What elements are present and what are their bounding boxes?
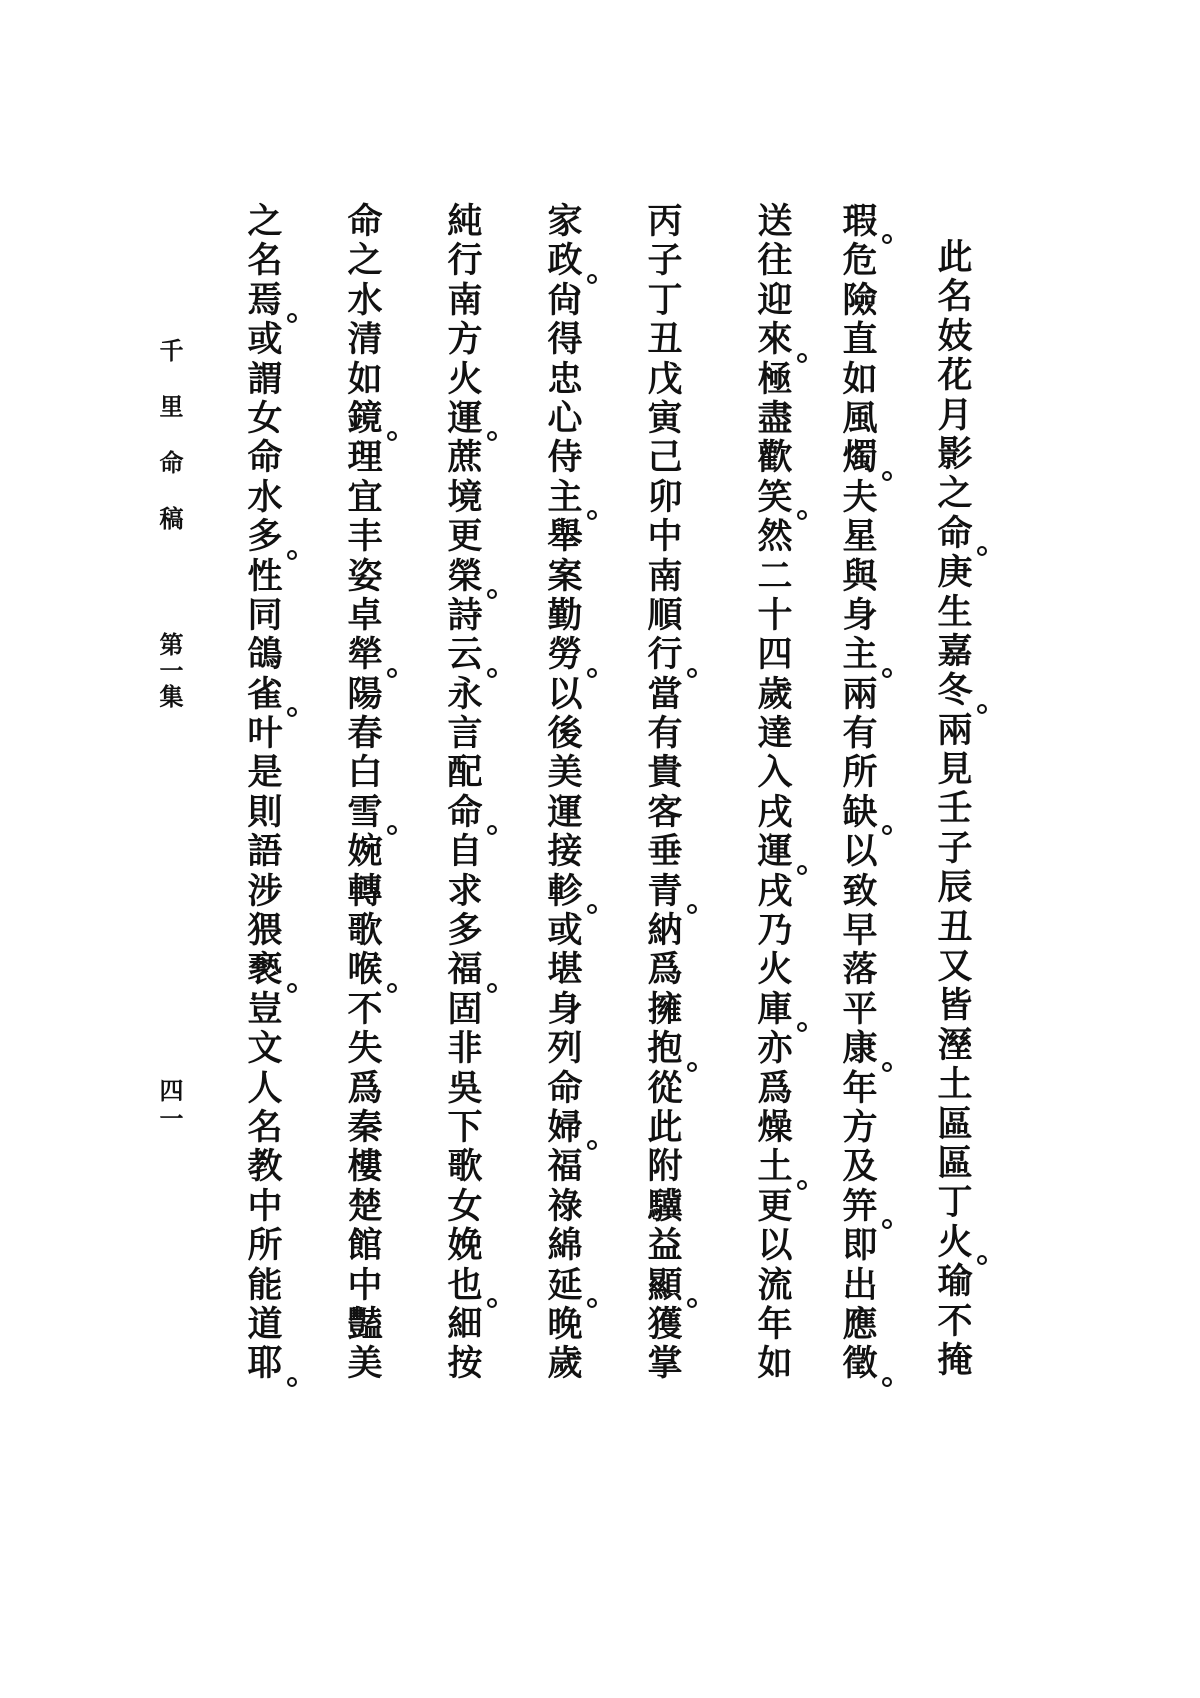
character: 十 — [757, 594, 793, 636]
character: 笄 — [840, 1187, 880, 1226]
character: 叶 — [247, 713, 283, 755]
character: 歲 — [757, 673, 793, 715]
character: 婦 — [545, 1108, 585, 1147]
character: 此 — [647, 1106, 683, 1148]
character: 娩 — [447, 1225, 483, 1267]
character: 綿 — [547, 1225, 583, 1267]
character: 歡 — [757, 437, 793, 479]
character: 教 — [247, 1146, 283, 1188]
character: 多 — [245, 517, 285, 556]
character: 轉 — [347, 870, 383, 912]
character: 永 — [447, 673, 483, 715]
text-column-6 — [443, 202, 487, 1384]
character: 配 — [447, 752, 483, 794]
text-column-3 — [753, 202, 797, 1384]
character: 運 — [755, 832, 795, 871]
character: 行 — [447, 240, 483, 282]
character: 土 — [937, 1064, 973, 1106]
character: 落 — [842, 949, 878, 991]
character: 方 — [447, 319, 483, 361]
character: 區 — [937, 1103, 973, 1145]
character: 福 — [445, 950, 485, 989]
character: 流 — [757, 1264, 793, 1306]
character: 此 — [937, 237, 973, 278]
character: 得 — [547, 319, 583, 361]
character: 爲 — [347, 1067, 383, 1109]
character: 之 — [347, 240, 383, 282]
character: 家 — [547, 201, 583, 242]
character: 勞 — [545, 635, 585, 674]
character: 下 — [447, 1106, 483, 1148]
character: 同 — [247, 594, 283, 636]
character: 主 — [840, 635, 880, 674]
character: 雀 — [245, 675, 285, 714]
character: 文 — [247, 1028, 283, 1070]
character: 亦 — [757, 1028, 793, 1070]
character: 名 — [937, 276, 973, 318]
character: 所 — [247, 1225, 283, 1267]
character: 兩 — [842, 673, 878, 715]
character: 南 — [647, 555, 683, 597]
character: 求 — [447, 870, 483, 912]
character: 褻 — [245, 950, 285, 989]
running-title: 千里命稿 — [155, 338, 184, 562]
character: 案 — [547, 555, 583, 597]
character: 火 — [935, 1223, 975, 1262]
character: 辰 — [937, 867, 973, 909]
character: 涉 — [247, 870, 283, 912]
character: 區 — [937, 1142, 973, 1184]
character: 姿 — [347, 555, 383, 597]
character: 命 — [935, 514, 975, 553]
character: 則 — [247, 791, 283, 833]
character: 之 — [937, 473, 973, 515]
character: 生 — [937, 591, 973, 633]
character: 然 — [757, 516, 793, 558]
character: 附 — [647, 1146, 683, 1188]
character: 徵 — [840, 1344, 880, 1383]
character: 致 — [842, 870, 878, 912]
character: 政 — [545, 241, 585, 280]
character: 命 — [347, 201, 383, 242]
character: 燥 — [757, 1106, 793, 1148]
character: 喉 — [345, 950, 385, 989]
character: 按 — [447, 1343, 483, 1385]
character: 二 — [757, 555, 793, 597]
character: 性 — [247, 555, 283, 597]
text-column-2 — [838, 202, 882, 1384]
character: 又 — [937, 946, 973, 988]
character: 主 — [545, 478, 585, 517]
character: 缺 — [840, 793, 880, 832]
character: 皆 — [937, 985, 973, 1027]
character: 戊 — [647, 358, 683, 400]
character: 美 — [347, 1343, 383, 1385]
character: 陽 — [347, 673, 383, 715]
character: 極 — [757, 358, 793, 400]
text-column-7 — [343, 202, 387, 1384]
character: 順 — [647, 594, 683, 636]
character: 所 — [842, 752, 878, 794]
character: 及 — [842, 1146, 878, 1188]
character: 以 — [842, 831, 878, 873]
character: 楚 — [347, 1185, 383, 1227]
character: 丙 — [647, 201, 683, 242]
character: 之 — [247, 201, 283, 242]
character: 即 — [842, 1225, 878, 1267]
character: 歲 — [547, 1343, 583, 1385]
character: 有 — [842, 713, 878, 755]
character: 火 — [447, 358, 483, 400]
character: 運 — [445, 399, 485, 438]
character: 出 — [842, 1264, 878, 1306]
text-column-8 — [243, 202, 287, 1384]
character: 年 — [757, 1303, 793, 1345]
character: 入 — [757, 752, 793, 794]
character: 危 — [842, 240, 878, 282]
character: 納 — [647, 910, 683, 952]
character: 更 — [447, 516, 483, 558]
page-number: 四一 — [155, 1078, 184, 1134]
character: 身 — [547, 988, 583, 1030]
character: 接 — [547, 831, 583, 873]
character: 豈 — [247, 988, 283, 1030]
character: 子 — [647, 240, 683, 282]
character: 顯 — [645, 1266, 685, 1305]
character: 侍 — [547, 437, 583, 479]
character: 語 — [247, 831, 283, 873]
character: 如 — [842, 358, 878, 400]
character: 年 — [842, 1067, 878, 1109]
character: 軫 — [545, 872, 585, 911]
character: 掌 — [647, 1343, 683, 1385]
character: 宜 — [347, 476, 383, 518]
character: 益 — [647, 1225, 683, 1267]
character: 不 — [937, 1300, 973, 1342]
character: 冬 — [935, 671, 975, 710]
character: 列 — [547, 1028, 583, 1070]
character: 堪 — [547, 949, 583, 991]
character: 送 — [757, 201, 793, 242]
character: 雪 — [345, 793, 385, 832]
character: 有 — [647, 713, 683, 755]
character: 丰 — [347, 516, 383, 558]
character: 鴿 — [247, 634, 283, 676]
character: 擁 — [647, 988, 683, 1030]
character: 早 — [842, 910, 878, 952]
character: 抱 — [645, 1029, 685, 1068]
character: 燭 — [840, 438, 880, 477]
character: 驥 — [647, 1185, 683, 1227]
character: 花 — [937, 355, 973, 397]
character: 丁 — [647, 279, 683, 321]
character: 館 — [347, 1225, 383, 1267]
character: 福 — [547, 1146, 583, 1188]
character: 瑕 — [840, 202, 880, 241]
character: 當 — [647, 673, 683, 715]
character: 也 — [445, 1266, 485, 1305]
character: 多 — [447, 910, 483, 952]
character: 詩 — [447, 594, 483, 636]
text-column-5 — [543, 202, 587, 1384]
character: 戌 — [757, 791, 793, 833]
character: 康 — [840, 1029, 880, 1068]
character: 以 — [547, 673, 583, 715]
character: 豔 — [347, 1303, 383, 1345]
character: 自 — [447, 831, 483, 873]
character: 南 — [447, 279, 483, 321]
character: 言 — [447, 713, 483, 755]
character: 歌 — [347, 910, 383, 952]
character: 婉 — [347, 831, 383, 873]
character: 四 — [757, 634, 793, 676]
character: 晚 — [547, 1303, 583, 1345]
character: 樓 — [347, 1146, 383, 1188]
character: 寅 — [647, 397, 683, 439]
character: 青 — [645, 872, 685, 911]
character: 與 — [842, 555, 878, 597]
character: 命 — [547, 1067, 583, 1109]
character: 或 — [547, 910, 583, 952]
character: 行 — [645, 635, 685, 674]
character: 更 — [757, 1185, 793, 1227]
character: 以 — [757, 1225, 793, 1267]
character: 是 — [247, 752, 283, 794]
character: 獲 — [647, 1303, 683, 1345]
character: 丑 — [647, 319, 683, 361]
character: 壬 — [937, 788, 973, 830]
text-column-4 — [643, 202, 687, 1384]
character: 子 — [937, 827, 973, 869]
character: 見 — [937, 749, 973, 791]
character: 水 — [347, 279, 383, 321]
character: 白 — [347, 752, 383, 794]
character: 夫 — [842, 476, 878, 518]
character: 女 — [447, 1185, 483, 1227]
character: 榮 — [445, 557, 485, 596]
character: 命 — [247, 437, 283, 479]
character: 妓 — [937, 315, 973, 357]
character: 勤 — [547, 594, 583, 636]
character: 來 — [755, 320, 795, 359]
character: 庫 — [755, 990, 795, 1029]
character: 祿 — [547, 1185, 583, 1227]
character: 中 — [247, 1185, 283, 1227]
text-column-1 — [933, 238, 977, 1380]
character: 鏡 — [345, 399, 385, 438]
character: 庚 — [937, 552, 973, 594]
character: 固 — [447, 988, 483, 1030]
character: 名 — [247, 1106, 283, 1148]
character: 丑 — [937, 906, 973, 948]
character: 戌 — [757, 870, 793, 912]
character: 秦 — [347, 1106, 383, 1148]
character: 命 — [445, 793, 485, 832]
character: 或 — [247, 319, 283, 361]
character: 心 — [547, 397, 583, 439]
character: 直 — [842, 319, 878, 361]
character: 火 — [757, 949, 793, 991]
character: 運 — [547, 791, 583, 833]
character: 不 — [347, 988, 383, 1030]
character: 名 — [247, 240, 283, 282]
character: 如 — [347, 358, 383, 400]
character: 境 — [447, 476, 483, 518]
character: 如 — [757, 1343, 793, 1385]
character: 水 — [247, 476, 283, 518]
character: 猥 — [247, 910, 283, 952]
character: 爲 — [757, 1067, 793, 1109]
character: 卯 — [647, 476, 683, 518]
character: 舉 — [547, 516, 583, 558]
character: 往 — [757, 240, 793, 282]
character: 忠 — [547, 358, 583, 400]
character: 己 — [647, 437, 683, 479]
character: 卓 — [347, 594, 383, 636]
character: 春 — [347, 713, 383, 755]
character: 歌 — [447, 1146, 483, 1188]
character: 細 — [447, 1303, 483, 1345]
character: 垂 — [647, 831, 683, 873]
character: 云 — [445, 635, 485, 674]
character: 乃 — [757, 910, 793, 952]
character: 純 — [447, 201, 483, 242]
character: 非 — [447, 1028, 483, 1070]
character: 瑜 — [937, 1261, 973, 1303]
character: 後 — [547, 713, 583, 755]
character: 平 — [842, 988, 878, 1030]
character: 女 — [247, 397, 283, 439]
character: 中 — [347, 1264, 383, 1306]
character: 犖 — [345, 635, 385, 674]
character: 理 — [347, 437, 383, 479]
character: 中 — [647, 516, 683, 558]
character: 盡 — [757, 397, 793, 439]
character: 月 — [937, 394, 973, 436]
character: 謂 — [247, 358, 283, 400]
character: 兩 — [937, 709, 973, 751]
character: 爲 — [647, 949, 683, 991]
character: 客 — [647, 791, 683, 833]
character: 嘉 — [937, 630, 973, 672]
character: 失 — [347, 1028, 383, 1070]
character: 焉 — [245, 281, 285, 320]
character: 蔗 — [447, 437, 483, 479]
character: 達 — [757, 713, 793, 755]
character: 人 — [247, 1067, 283, 1109]
character: 耶 — [245, 1344, 285, 1383]
character: 星 — [842, 516, 878, 558]
character: 吳 — [447, 1067, 483, 1109]
character: 清 — [347, 319, 383, 361]
character: 笑 — [755, 478, 795, 517]
character: 能 — [247, 1264, 283, 1306]
character: 道 — [247, 1303, 283, 1345]
character: 影 — [937, 433, 973, 475]
character: 從 — [647, 1067, 683, 1109]
character: 土 — [755, 1147, 795, 1186]
character: 丁 — [937, 1182, 973, 1224]
character: 尙 — [547, 279, 583, 321]
character: 方 — [842, 1106, 878, 1148]
character: 險 — [842, 279, 878, 321]
character: 身 — [842, 594, 878, 636]
character: 貴 — [647, 752, 683, 794]
character: 風 — [842, 397, 878, 439]
character: 應 — [842, 1303, 878, 1345]
character: 延 — [545, 1266, 585, 1305]
volume-label: 第一集 — [155, 632, 184, 710]
character: 迎 — [757, 279, 793, 321]
character: 美 — [547, 752, 583, 794]
character: 掩 — [937, 1339, 973, 1381]
character: 溼 — [937, 1024, 973, 1066]
